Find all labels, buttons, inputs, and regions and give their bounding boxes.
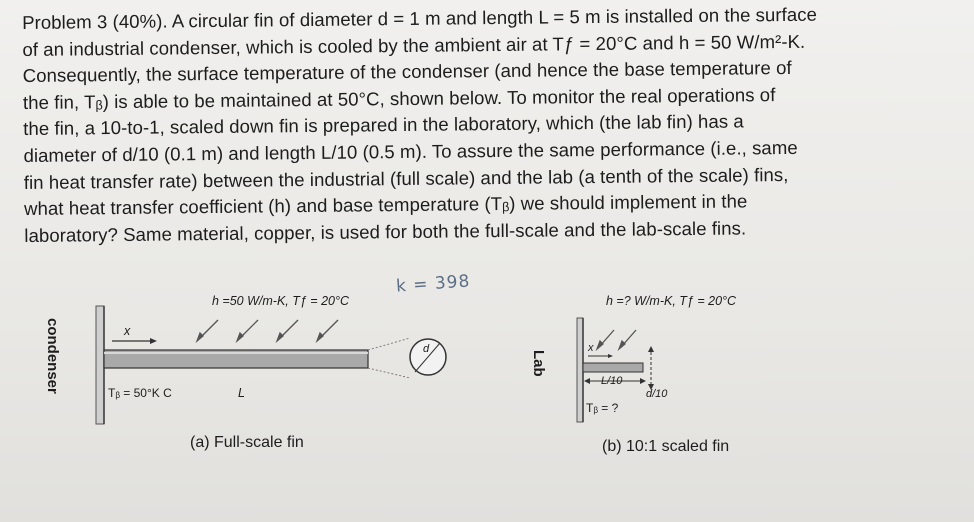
problem-line: Consequently, the surface temperature of the condenser (and hence the base temperature of xyxy=(22,57,792,87)
full-scale-length-label: L xyxy=(238,386,245,400)
problem-line: the fin, a 10-to-1, scaled down fin is prepared in the laboratory, which (the lab fin) has a xyxy=(23,110,744,140)
problem-line: fin heat transfer rate) between the industrial (full scale) and the lab (a tenth of the scale) fins, xyxy=(23,163,789,193)
lab-label: Lab xyxy=(530,350,547,377)
full-scale-fin-diagram xyxy=(96,306,446,424)
lab-length-label: L/10 xyxy=(601,375,623,387)
problem-line: Problem 3 (40%). A circular fin of diameter d = 1 m and length L = 5 m is installed on the surface xyxy=(22,3,818,33)
lab-diameter-label: d/10 xyxy=(646,388,668,400)
problem-line: of an industrial condenser, which is cooled by the ambient air at Tƒ = 20°C and h = 50 W/m²-K. xyxy=(22,30,806,60)
lab-caption: (b) 10:1 scaled fin xyxy=(602,438,730,455)
lab-wall xyxy=(577,318,583,422)
lab-x-label: x xyxy=(588,342,594,354)
lab-fin-rod xyxy=(583,363,643,372)
full-scale-x-label: x xyxy=(124,324,131,338)
problem-line: laboratory? Same material, copper, is used for both the full-scale and the lab-scale fins. xyxy=(24,217,747,246)
problem-line: the fin, Tᵦ) is able to be maintained at 50°C, shown below. To monitor the real operations of xyxy=(22,83,776,113)
full-scale-diameter-label: d xyxy=(423,343,430,355)
lab-conditions: h =? W/m-K, Tƒ = 20°C xyxy=(606,294,737,308)
full-scale-base-temp: Tᵦ = 50°K C xyxy=(108,386,172,400)
full-scale-caption: (a) Full-scale fin xyxy=(190,434,304,451)
lab-base-temp: Tᵦ = ? xyxy=(586,401,619,415)
full-scale-conditions: h =50 W/m-K, Tƒ = 20°C xyxy=(212,294,349,308)
problem-line: what heat transfer coefficient (h) and base temperature (Tᵦ) we should implement in the xyxy=(23,190,748,220)
condenser-wall xyxy=(96,306,104,424)
condenser-label: condenser xyxy=(44,318,61,394)
problem-line: diameter of d/10 (0.1 m) and length L/10 (0.5 m). To assure the same performance (i.e., same xyxy=(23,136,798,166)
handwritten-note: k = 398 xyxy=(395,271,471,297)
